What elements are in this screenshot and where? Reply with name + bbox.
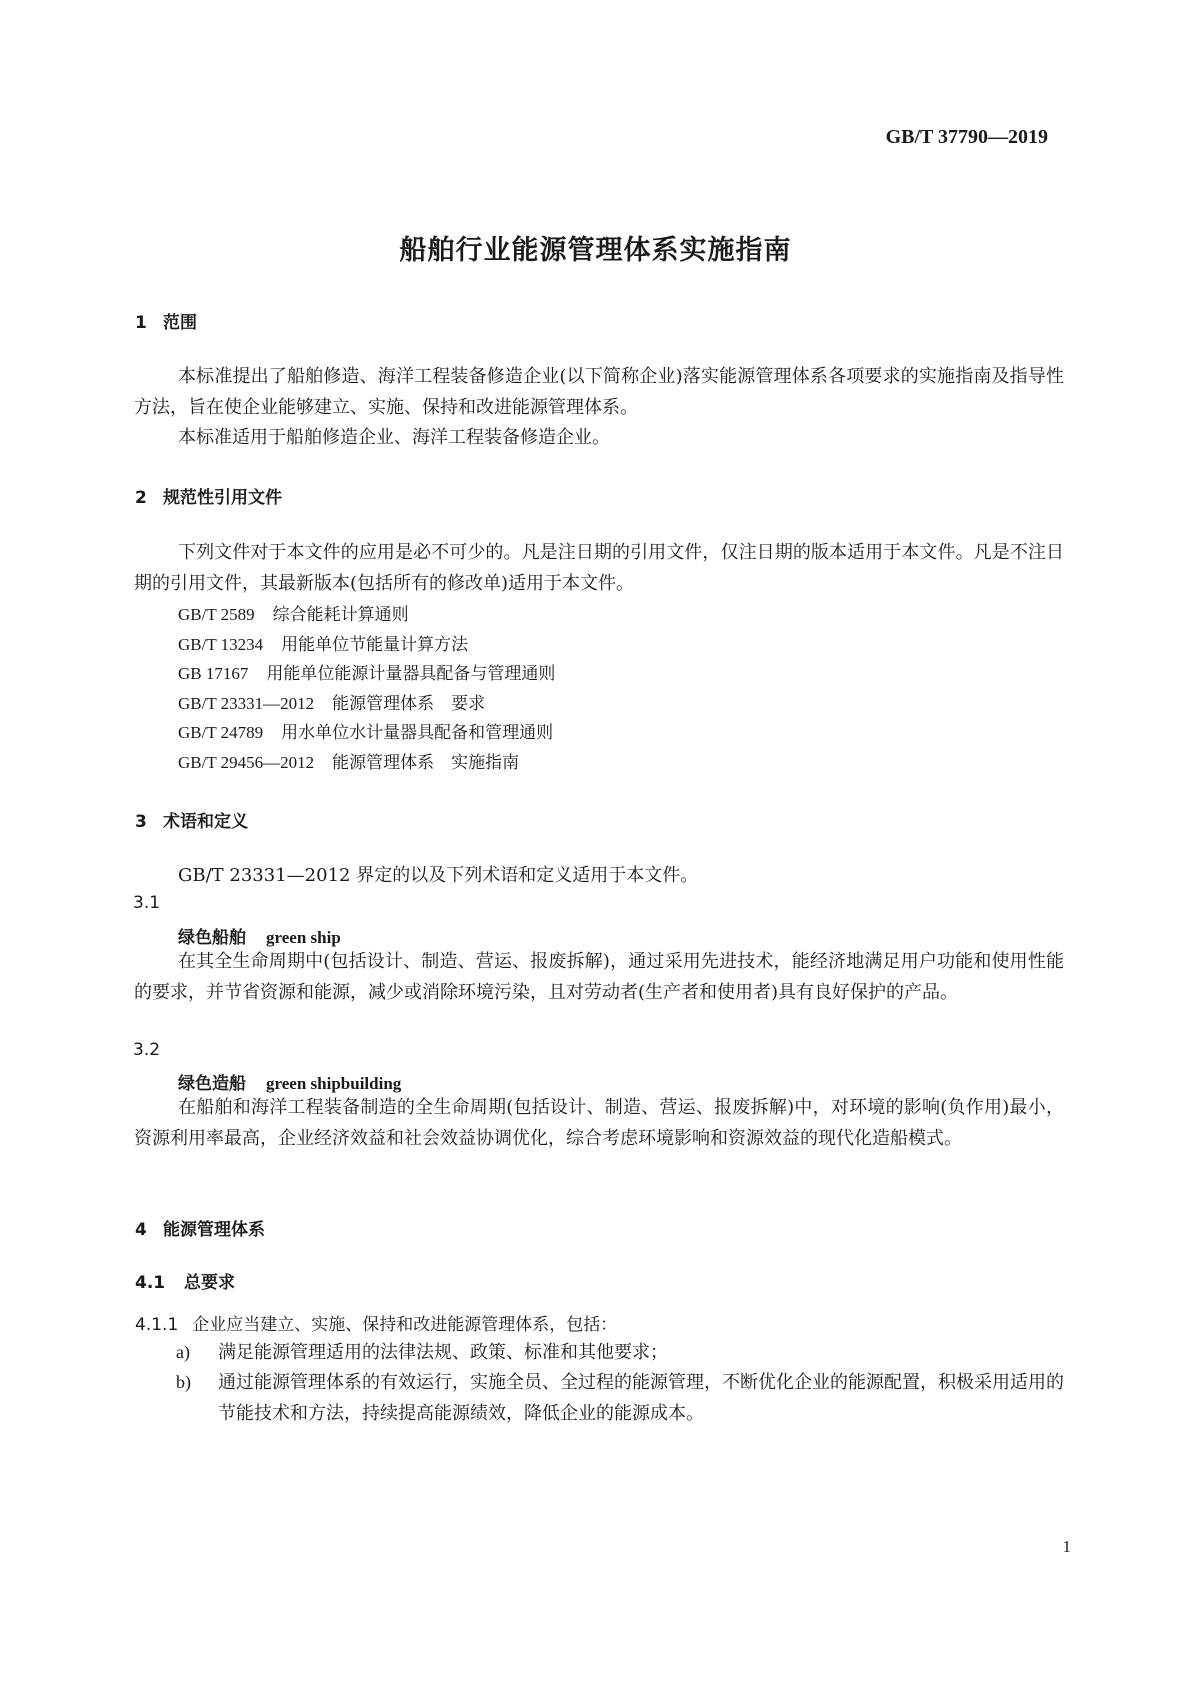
section-3-number: 3 [135,812,147,832]
reference-code: GB 17167 [178,664,249,683]
reference-title: 综合能耗计算通则 [272,605,409,625]
document-title: 船舶行业能源管理体系实施指南 [399,235,792,266]
section-1-paragraph-2: 本标准适用于船舶修造企业、海洋工程装备修造企业。 [178,427,610,448]
section-1-title: 范围 [163,313,197,333]
section-2-heading [135,483,282,508]
section-1-paragraph-1: 本标准提出了船舶修造、海洋工程装备修造企业(以下简称企业)落实能源管理体系各项要求的实施指南及指导性方法，旨在使企业能够建立、实施、保持和改进能源管理体系。 [134,366,1064,418]
clause-number: 4.1.1 [135,1315,179,1335]
list-item-label: b) [176,1372,191,1392]
reference-item [178,659,555,684]
term-definition: 在船舶和海洋工程装备制造的全生命周期(包括设计、制造、营运、报废拆解)中，对环境的影响(负作用)最小，资源利用率最高，企业经济效益和社会效益协调优化，综合考虑环境影响和资源效益的现代化造船模式。 [134,1097,1064,1149]
reference-code: GB/T 23331—2012 [178,694,315,713]
clause-4-1-1 [135,1310,617,1335]
reference-item [178,600,409,625]
list-item [176,1337,1064,1368]
section-2-number: 2 [135,488,147,508]
term-number: 3.2 [133,1040,161,1060]
list-item [176,1367,1064,1429]
reference-title: 用能单位节能量计算方法 [281,635,469,655]
standard-number: GB/T 37790—2019 [885,126,1048,148]
term-number: 3.1 [133,893,161,913]
section-3-heading [135,807,248,832]
section-3-title: 术语和定义 [163,812,248,832]
reference-title: 能源管理体系 实施指南 [332,753,520,773]
term-english: green ship [266,928,341,947]
list-item-text: 满足能源管理适用的法律法规、政策、标准和其他要求； [218,1342,668,1363]
term-heading [178,1069,401,1094]
section-2-paragraph-1: 下列文件对于本文件的应用是必不可少的。凡是注日期的引用文件，仅注日期的版本适用于本文件。凡是不注日期的引用文件，其最新版本(包括所有的修改单)适用于本文件。 [134,542,1064,594]
reference-title: 能源管理体系 要求 [332,694,486,714]
term-chinese: 绿色造船 [178,1074,246,1094]
reference-item [178,630,468,655]
term-heading [178,923,341,948]
section-1-heading [135,308,197,333]
section-4-heading [135,1215,265,1240]
subsection-number: 4.1 [135,1273,166,1293]
reference-code: GB/T 24789 [178,723,264,742]
page-number: 1 [1062,1537,1071,1556]
reference-code: GB/T 29456—2012 [178,753,315,772]
section-4-number: 4 [135,1220,147,1240]
section-4-title: 能源管理体系 [163,1220,265,1240]
reference-title: 用水单位水计量器具配备和管理通则 [281,723,554,743]
section-2-title: 规范性引用文件 [163,488,282,508]
subsection-title: 总要求 [184,1273,235,1293]
reference-item [178,718,553,743]
reference-title: 用能单位能源计量器具配备与管理通则 [266,664,556,684]
reference-code: GB/T 2589 [178,605,255,624]
term-definition: 在其全生命周期中(包括设计、制造、营运、报废拆解)，通过采用先进技术，能经济地满足用户功能和使用性能的要求，并节省资源和能源，减少或消除环境污染，且对劳动者(生产者和使用者)具有良好保护的产品。 [134,951,1064,1003]
term-english: green shipbuilding [266,1074,402,1093]
section-1-number: 1 [135,313,147,333]
subsection-4-1-heading [135,1268,235,1293]
term-chinese: 绿色船舶 [178,928,246,948]
reference-item [178,689,485,714]
reference-code: GB/T 13234 [178,635,264,654]
reference-item [178,748,519,773]
clause-text: 企业应当建立、实施、保持和改进能源管理体系，包括： [192,1315,618,1335]
list-item-label: a) [176,1342,190,1362]
list-item-text: 通过能源管理体系的有效运行，实施全员、全过程的能源管理，不断优化企业的能源配置，积极采用适用的节能技术和方法，持续提高能源绩效，降低企业的能源成本。 [218,1372,1064,1424]
section-3-paragraph-1: GB/T 23331—2012 界定的以及下列术语和定义适用于本文件。 [178,865,699,886]
